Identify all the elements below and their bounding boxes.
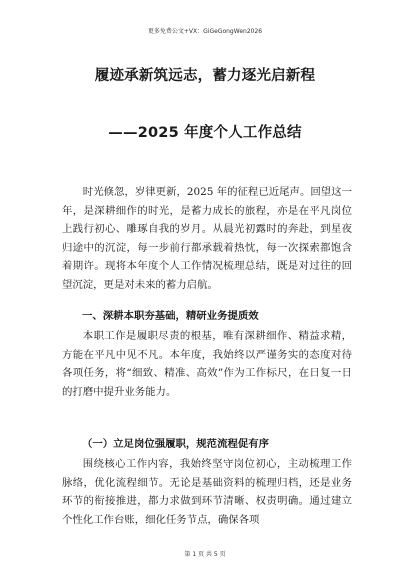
- section-heading: 一、深耕本职夯基础，精研业务提质效: [82, 310, 259, 322]
- page-header: 更多免费公文+VX：GiGeGongWen2026: [147, 28, 263, 35]
- subsection-paragraph: 围绕核心工作内容，我始终坚守岗位初心，主动梳理工作脉络，优化流程细节。无论是基础资料的梳理归档，还是业务环节的衔接推进，都力求做到环节清晰、权责明确。通过建立个性化工作台账，细化任务节点，确保各项: [62, 458, 352, 526]
- intro-paragraph: 时光倏忽，岁律更新，2025 年的征程已近尾声。回望这一年，是深耕细作的时光，是蓄力成长的旅程，亦是在平凡岗位上践行初心、雕琢自我的岁月。从晨光初露时的奔赴，到星夜归途中的沉淀，每一步前行都承载着热忱，每一次探索都饱含着期许。现将本年度个人工作情况梳理总结，既是对过往的回望沉淀，更是对未来的蓄力启航。: [62, 186, 352, 291]
- subsection-heading: （一）立足岗位强履职，规范流程促有序: [82, 438, 270, 450]
- page-footer: 第 1 页 共 5 页: [184, 551, 226, 558]
- document-subtitle: ——2025 年度个人工作总结: [108, 125, 302, 141]
- section-paragraph: 本职工作是履职尽责的根基，唯有深耕细作、精益求精，方能在平凡中见不凡。本年度，我始终以严谨务实的态度对待各项任务，将“细致、精准、高效”作为工作标尺，在日复一日的打磨中提升业务能力。: [62, 330, 352, 398]
- document-title: 履迹承新筑远志，蓄力逐光启新程: [94, 68, 316, 84]
